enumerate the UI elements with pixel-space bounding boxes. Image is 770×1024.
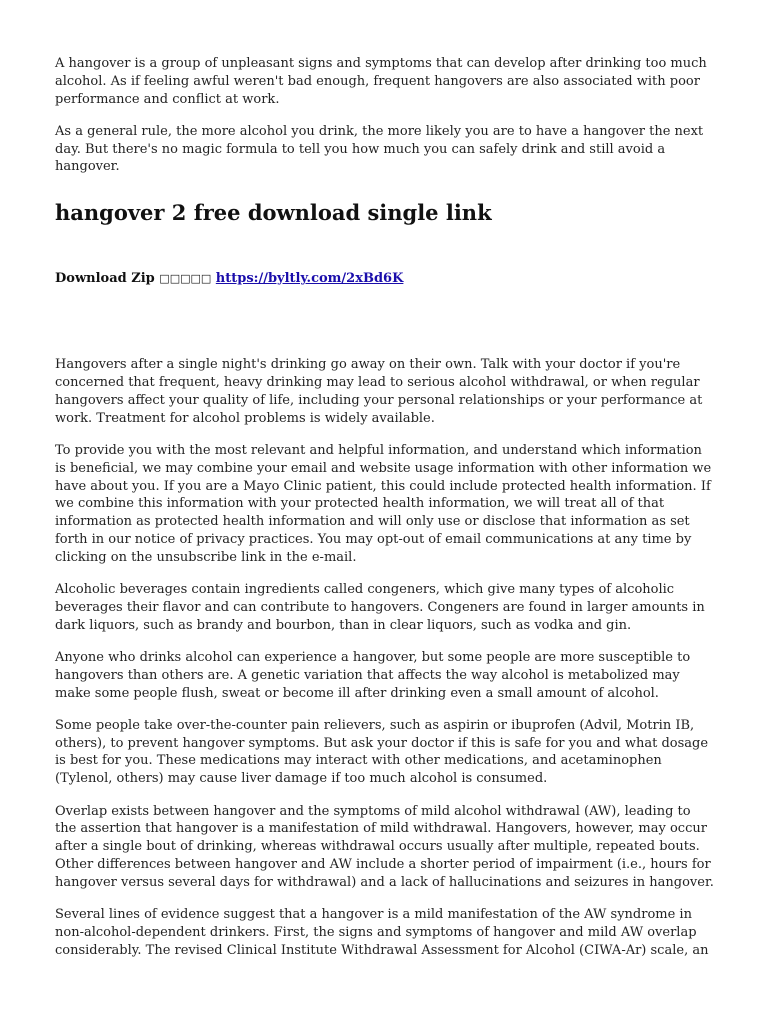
body-paragraph-2: To provide you with the most relevant and helpful information, and understand which information is beneficial, we may combine your email and website usage information with other information we have about you. If you are a Mayo Clinic patient, this could include protected health information. If we combine this information with your protected health information, we will treat all of that information as protected health information and will only use or disclose that information as set forth in our notice of privacy practices. You may opt-out of email communications at any time by clicking on the unsubscribe link in the e-mail. (55, 442, 712, 565)
body-paragraph-3: Alcoholic beverages contain ingredients called congeners, which give many types of alcoholic beverages their flavor and can contribute to hangovers. Congeners are found in larger amounts in dark liquors, such as brandy and bourbon, than in clear liquors, such as vodka and gin. (55, 582, 705, 633)
download-label: Download Zip (55, 271, 155, 287)
body-paragraph-5: Some people take over-the-counter pain relievers, such as aspirin or ibuprofen (Advil, Motrin IB, others), to prevent hangover symptoms. But ask your doctor if this is safe for you and what dosage is best for you. These medications may interact with other medications, and acetaminophen (Tylenol, others) may cause liver damage if too much alcohol is consumed. (55, 717, 709, 787)
page-heading: hangover 2 free download single link (55, 200, 492, 226)
intro-paragraph-1: A hangover is a group of unpleasant signs and symptoms that can develop after drinking too much alcohol. As if feeling awful weren't bad enough, frequent hangovers are also associated with poor performance and conflict at work. (55, 56, 707, 107)
intro-paragraph-2: As a general rule, the more alcohol you drink, the more likely you are to have a hangover the next day. But there's no magic formula to tell you how much you can safely drink and still avoid a hangover. (55, 123, 704, 175)
download-line (55, 270, 715, 288)
body-paragraph-7: Several lines of evidence suggest that a hangover is a mild manifestation of the AW syndrome in non-alcohol-dependent drinkers. First, the signs and symptoms of hangover and mild AW overlap considerably. The revised Clinical Institute Withdrawal Assessment for Alcohol (CIWA-Ar) scale, an (55, 907, 709, 958)
body-paragraph-1: Hangovers after a single night's drinking go away on their own. Talk with your doctor if you're concerned that frequent, heavy drinking may lead to serious alcohol withdrawal, or when regular hangovers affect your quality of life, including your personal relationships or your performance at work. Treatment for alcohol problems is widely available. (55, 357, 703, 426)
document-page (55, 55, 715, 959)
body-paragraph-4: Anyone who drinks alcohol can experience a hangover, but some people are more susceptible to hangovers than others are. A genetic variation that affects the way alcohol is metabolized may make some people flush, sweat or become ill after drinking even a small amount of alcohol. (55, 649, 691, 701)
body-paragraph-6: Overlap exists between hangover and the symptoms of mild alcohol withdrawal (AW), leading to the assertion that hangover is a manifestation of mild withdrawal. Hangovers, however, may occur after a single bout of drinking, whereas withdrawal occurs usually after multiple, repeated bouts. Other differences between hangover and AW include a shorter period of impairment (i.e., hours for hangover versus several days for withdrawal) and a lack of hallucinations and seizures in hangover. (55, 803, 714, 890)
download-link[interactable]: https://byltly.com/2xBd6K (215, 271, 404, 287)
arrow-glyphs: □□□□□ (159, 272, 212, 286)
